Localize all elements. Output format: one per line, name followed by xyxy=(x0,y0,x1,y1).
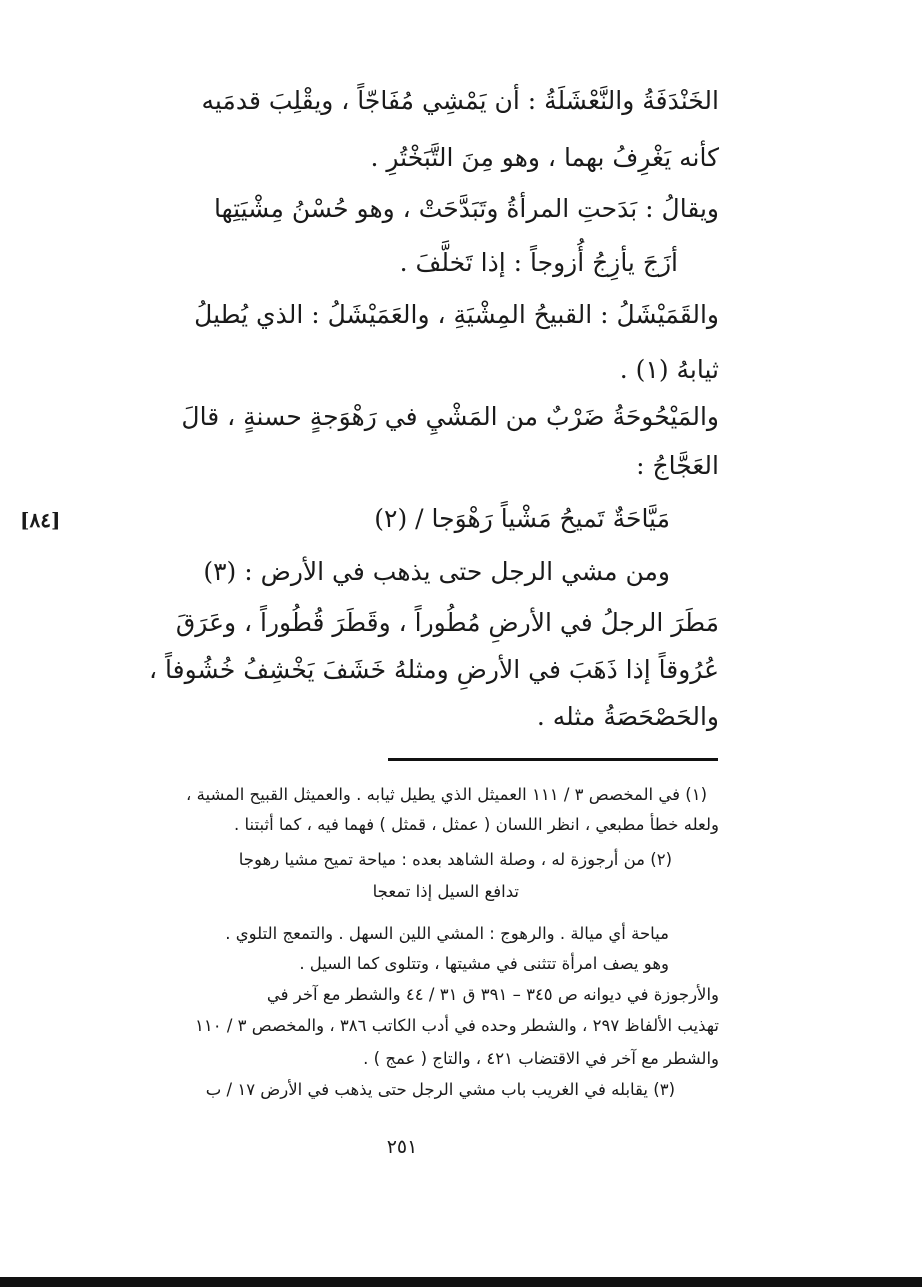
main-text-line: والحَصْحَصَةُ مثله . xyxy=(536,702,719,731)
main-text-line: ومن مشي الرجل حتى يذهب في الأرض : (٣) xyxy=(203,557,670,586)
main-text-line: العَجَّاجُ : xyxy=(636,451,719,480)
footnote-line: ولعله خطأ مطبعي ، انظر اللسان ( عمثل ، قمثل ) فهما فيه ، كما أثبتنا . xyxy=(234,815,719,834)
footnote-divider xyxy=(388,758,718,761)
footnote-line: والأرجوزة في ديوانه ص ٣٤٥ – ٣٩١ ق ٣١ / ٤٤ والشطر مع آخر في xyxy=(266,985,719,1004)
main-text-line: مَطَرَ الرجلُ في الأرضِ مُطُوراً ، وقَطَرَ قُطُوراً ، وعَرَقَ xyxy=(175,608,719,637)
footnote-line: مياحة أي ميالة . والرهوج : المشي اللين السهل . والتمعج التلوي . xyxy=(225,924,669,943)
main-text-line: مَيَّاحَةٌ تَميحُ مَشْياً رَهْوَجا / (٢) xyxy=(374,504,670,533)
main-text-line: كأنه يَغْرِفُ بهما ، وهو مِنَ التَّبَخْتُرِ . xyxy=(370,143,719,172)
footnote-line: (٣) يقابله في الغريب باب مشي الرجل حتى يذهب في الأرض ١٧ / ب xyxy=(205,1080,675,1099)
main-text-line: ويقالُ : بَدَحتِ المرأةُ وتَبَدَّحَتْ ، وهو حُسْنُ مِشْيَتِها xyxy=(213,194,719,223)
footnote-line: تدافع السيل إذا تمعجا xyxy=(372,882,519,901)
main-text-line: عُرُوقاً إذا ذَهَبَ في الأرضِ ومثلهُ خَشَفَ يَخْشِفُ خُشُوفاً ، xyxy=(149,655,719,684)
main-text-line: والمَيْحُوحَةُ ضَرْبٌ من المَشْيِ في رَهْوَجةٍ حسنةٍ ، قالَ xyxy=(181,402,719,431)
footnote-line: (٢) من أرجوزة له ، وصلة الشاهد بعده : مياحة تميح مشيا رهوجا xyxy=(238,850,672,869)
footnote-line: والشطر مع آخر في الاقتضاب ٤٢١ ، والتاج ( عمج ) . xyxy=(363,1049,719,1068)
main-text-line: والقَمَيْشَلُ : القبيحُ المِشْيَةِ ، والعَمَيْشَلُ : الذي يُطيلُ xyxy=(194,300,719,329)
footnote-line: (١) في المخصص ٣ / ١١١ العميثل الذي يطيل ثيابه . والعميثل القبيح المشية ، xyxy=(186,785,707,804)
page-marker: [٨٤] xyxy=(20,508,61,532)
main-text-line: الخَنْدَفَةُ والنَّعْشَلَةُ : أن يَمْشِي مُفَاجّاً ، ويقْلِبَ قدمَيه xyxy=(201,86,719,115)
main-text-line: أزَجَ يأزِجُ أُزوجاً : إذا تَخلَّفَ . xyxy=(399,248,678,277)
footnote-line: وهو يصف امرأة تتثنى في مشيتها ، وتتلوى كما السيل . xyxy=(299,954,669,973)
scan-edge-band xyxy=(0,1277,922,1287)
footnote-line: تهذيب الألفاظ ٢٩٧ ، والشطر وحده في أدب الكاتب ٣٨٦ ، والمخصص ٣ / ١١٠ xyxy=(195,1016,719,1035)
page-number: ٢٥١ xyxy=(386,1136,418,1158)
main-text-line: ثيابهُ (١) . xyxy=(619,355,719,384)
